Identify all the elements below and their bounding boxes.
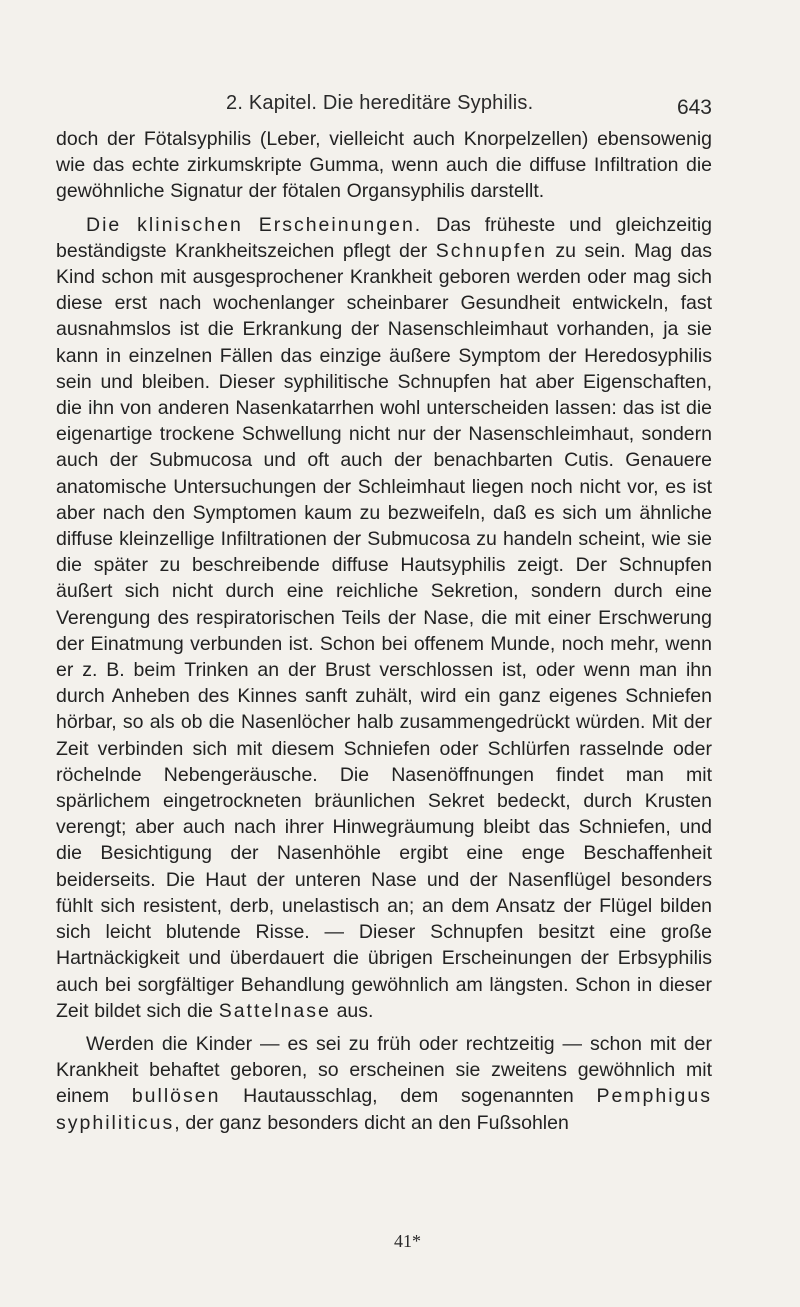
term-sattelnase: Sattelnase bbox=[218, 999, 331, 1022]
term-bullosen: bullösen bbox=[131, 1085, 221, 1108]
section-heading: Die klinischen Erscheinungen. bbox=[86, 213, 423, 236]
running-title: 2. Kapitel. Die hereditäre Syphilis. bbox=[226, 92, 534, 114]
term-schnupfen: Schnupfen bbox=[435, 239, 547, 262]
paragraph-3-text-a: Werden die Kinder — es sei zu früh oder rechtzeitig — schon mit der Krankheit behaftet geboren, so erscheinen sie zweitens gewöhnlich mit einem bbox=[56, 1032, 712, 1108]
paragraph-2-text-c: aus. bbox=[330, 999, 374, 1022]
paragraph-3-text-b: Hautausschlag, dem sogenannten bbox=[220, 1085, 597, 1108]
paragraph-2-text-a: Das früheste und gleichzeitig beständigste Krankheitszeichen pflegt der bbox=[56, 213, 712, 262]
page-number: 643 bbox=[676, 96, 712, 119]
body-text bbox=[56, 126, 712, 1136]
paragraph-2-text-b: zu sein. Mag das Kind schon mit ausgesprochener Krankheit geboren werden oder mag sich diese erst nach wochenlanger scheinbarer Gesundheit entwickeln, fast ausnahmslos ist die Erkrankung der Nasenschleimhaut vorhanden, ja sie kann in einzelnen Fällen das einzige äußere Symptom der Heredosyphilis sein und bleiben. Dieser syphilitische Schnupfen hat aber Eigenschaften, die ihn von anderen Nasenkatarrhen wohl unterscheiden lassen: das ist die eigenartige trockene Schwellung nicht nur der Nasenschleimhaut, sondern auch der Submucosa und oft auch der benachbarten Cutis. Genauere anatomische Untersuchungen der Schleimhaut liegen noch nicht vor, es ist aber nach den Symptomen kaum zu bezweifeln, daß es sich um ähnliche diffuse kleinzellige Infiltrationen der Submucosa zu handeln scheint, wie sie die später zu beschreibende diffuse Hautsyphilis zeigt. Der Schnupfen äußert sich nicht durch eine reichliche Sekretion, sondern durch eine Verengung des respiratorischen Teils der Nase, die mit einer Erschwerung der Einatmung verbunden ist. Schon bei offenem Munde, noch mehr, wenn er z. B. beim Trinken an der Brust verschlossen ist, oder wenn man ihn durch Anheben des Kinnes sanft zuhält, wird ein ganz eigenes Schniefen hörbar, so als ob die Nasenlöcher halb zusammengedrückt würden. Mit der Zeit verbinden sich mit diesem Schniefen oder Schlürfen rasselnde oder röchelnde Nebengeräusche. Die Nasenöffnungen findet man mit spärlichem eingetrockneten bräunlichen Sekret bedeckt, durch Krusten verengt; aber auch nach ihrer Hinwegräumung bleibt das Schniefen, und die Besichtigung der Nasenhöhle ergibt eine enge Beschaffenheit beiderseits. Die Haut der unteren Nase und der Nasenflügel besonders fühlt sich resistent, derb, unelastisch an; an dem Ansatz der Flügel bilden sich leicht blutende Risse. — Dieser Schnupfen besitzt eine große Hartnäckigkeit und überdauert die übrigen Erscheinungen der Erbsyphilis auch bei sorgfältiger Behandlung gewöhnlich am längsten. Schon in dieser Zeit bildet sich die bbox=[56, 239, 712, 1022]
paragraph-2 bbox=[56, 212, 712, 1024]
paragraph-1: doch der Fötalsyphilis (Leber, vielleicht auch Knorpelzellen) ebensowenig wie das echte zirkumskripte Gumma, wenn auch die diffuse Infiltration die gewöhnliche Signatur der fötalen Organsyphilis darstellt. bbox=[56, 128, 712, 203]
signature-mark: 41* bbox=[394, 1231, 421, 1251]
paragraph-3-text-c: , der ganz besonders dicht an den Fußsohlen bbox=[174, 1111, 569, 1134]
term-pemphigus: Pemphigus syphiliticus bbox=[56, 1085, 712, 1134]
paragraph-3 bbox=[56, 1031, 712, 1136]
running-header bbox=[56, 92, 712, 126]
